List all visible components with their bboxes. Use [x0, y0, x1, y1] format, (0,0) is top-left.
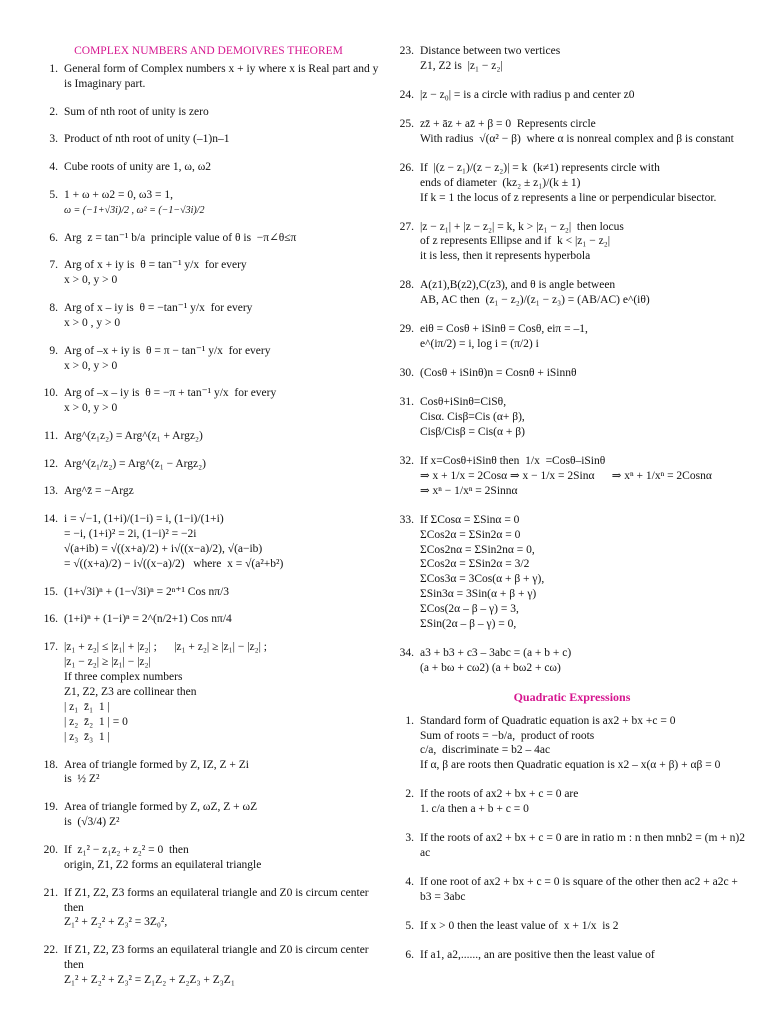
item-number: 30. — [399, 367, 414, 380]
item-number: 6. — [49, 231, 58, 244]
item-body — [64, 484, 381, 499]
item-line: (1+√3i)ⁿ + (1−√3i)ⁿ = 2ⁿ⁺¹ Cos nπ/3 — [64, 585, 230, 598]
list-item — [392, 787, 752, 817]
item-line: Standard form of Quadratic equation is ax2 + bx +c = 0 — [420, 714, 676, 727]
item-line: = √((x+a)/2) − i√((x−a)/2) where x = √(a²+b²) — [64, 557, 284, 570]
item-line: Arg^(z₁/z₂) = Arg^(z₁ − Argz₂) — [64, 457, 206, 470]
item-body — [420, 513, 752, 633]
item-body — [420, 366, 752, 381]
item-number: 28. — [399, 279, 414, 292]
item-line: x > 0, y > 0 — [64, 402, 118, 415]
item-line: 1. c/a then a + b + c = 0 — [420, 803, 529, 816]
item-number: 34. — [399, 647, 414, 660]
list-item — [36, 188, 381, 218]
item-body — [64, 105, 381, 120]
item-line: Arg of –x + iy is θ = π − tan⁻¹ y/x for every — [64, 344, 271, 357]
item-number: 16. — [43, 613, 58, 626]
item-body — [420, 44, 752, 74]
item-line: If z₁² − z₁z₂ + z₂² = 0 then — [64, 843, 189, 856]
item-line: | z₃ z̄₃ 1 | — [64, 730, 110, 743]
item-body — [64, 301, 381, 331]
item-line: (Cosθ + iSinθ)n = Cosnθ + iSinnθ — [420, 367, 577, 380]
item-body — [64, 344, 381, 374]
item-number: 8. — [49, 301, 58, 314]
item-body — [64, 843, 381, 873]
item-body — [64, 640, 381, 745]
item-number: 29. — [399, 323, 414, 336]
list-item — [392, 220, 752, 265]
section-title: Quadratic Expressions — [513, 690, 631, 704]
item-line: If one root of ax2 + bx + c = 0 is square of the other then ac2 + a2c + b3 = 3abc — [420, 876, 741, 904]
list-item — [36, 758, 381, 788]
item-line: (a + bω + cω2) (a + bω2 + cω) — [420, 662, 561, 675]
list-item — [392, 88, 752, 103]
document-heading: COMPLEX NUMBERS AND DEMOIVRES THEOREM — [74, 45, 343, 57]
list-item — [36, 258, 381, 288]
item-line: If Z1, Z2, Z3 forms an equilateral triangle and Z0 is circum center then — [64, 886, 372, 914]
left-column — [36, 44, 381, 1001]
item-number: 7. — [49, 259, 58, 272]
item-line: Sum of roots = −b/a, product of roots — [420, 729, 595, 742]
item-line: |z₁ + z₂| ≤ |z₁| + |z₂| ; |z₁ + z₂| ≥ |z₁| − |z₂| ; — [64, 641, 267, 654]
item-number: 15. — [43, 585, 58, 598]
item-line: |z₁ − z₂| ≥ |z₁| − |z₂| — [64, 656, 151, 669]
list-item — [36, 484, 381, 499]
item-body — [64, 943, 381, 988]
list-item — [36, 612, 381, 627]
item-line: ⇒ x + 1/x = 2Cosα ⇒ x − 1/x = 2Sinα ⇒ xⁿ + 1/xⁿ = 2Cosnα — [420, 469, 712, 482]
list-item — [392, 513, 752, 633]
item-line: If the roots of ax2 + bx + c = 0 are — [420, 788, 579, 801]
item-line: e^(iπ/2) = i, log i = (π/2) i — [420, 338, 539, 351]
item-line: Cosθ+iSinθ=CiSθ, — [420, 396, 507, 408]
item-body — [420, 919, 752, 934]
item-number: 17. — [43, 641, 58, 654]
item-number: 12. — [43, 457, 58, 470]
item-body — [64, 188, 381, 218]
list-item — [36, 62, 381, 92]
item-line: A(z1),B(z2),C(z3), and θ is angle between — [420, 279, 616, 292]
item-line: ΣCos(2α – β – γ) = 3, — [420, 603, 519, 616]
list-item — [392, 875, 752, 905]
list-item — [36, 231, 381, 246]
item-line: is (√3/4) Z² — [64, 816, 120, 829]
item-number: 5. — [49, 188, 58, 201]
item-number: 25. — [399, 117, 414, 130]
item-line: |z − z₀| = is a circle with radius p and center z0 — [420, 88, 635, 101]
item-body — [64, 62, 381, 92]
list-item — [392, 161, 752, 206]
item-line: Product of nth root of unity (–1)n–1 — [64, 133, 230, 146]
item-body — [64, 457, 381, 472]
item-number: 24. — [399, 88, 414, 101]
item-line: If a1, a2,......, an are positive then the least value of — [420, 948, 655, 961]
item-body — [64, 132, 381, 147]
item-body — [420, 117, 752, 147]
item-line: ⇒ xⁿ − 1/xⁿ = 2Sinnα — [420, 484, 518, 497]
item-line: If the roots of ax2 + bx + c = 0 are in ratio m : n then mnb2 = (m + n)2 ac — [420, 832, 748, 860]
item-line: Area of triangle formed by Z, ωZ, Z + ωZ — [64, 801, 258, 814]
item-body — [420, 454, 752, 499]
item-line: |z − z₁| + |z − z₂| = k, k > |z₁ − z₂| then locus — [420, 220, 624, 233]
item-line: Z1, Z2 is |z₁ − z₂| — [420, 59, 503, 72]
item-body — [64, 386, 381, 416]
item-number: 11. — [44, 429, 58, 442]
item-number: 33. — [399, 513, 414, 526]
item-line: Z₁² + Z₂² + Z₃² = Z₁Z₂ + Z₂Z₃ + Z₃Z₁ — [64, 974, 235, 987]
item-line: AB, AC then (z₁ − z₂)/(z₁ − z₃) = (AB/AC) e^(iθ) — [420, 294, 650, 307]
item-line: Arg of –x – iy is θ = −π + tan⁻¹ y/x for every — [64, 387, 277, 400]
item-line: | z₁ z̄₁ 1 | — [64, 700, 110, 713]
item-body — [420, 322, 752, 352]
item-number: 21. — [43, 886, 58, 899]
list-item — [392, 278, 752, 308]
list-item — [36, 640, 381, 745]
item-line: of z represents Ellipse and if k < |z₁ − z₂| — [420, 235, 611, 248]
item-number: 13. — [43, 485, 58, 498]
item-line: Arg^z̄ = −Argz — [64, 485, 134, 498]
item-body — [420, 831, 752, 861]
item-line: ΣSin3α = 3Sin(α + β + γ) — [420, 588, 537, 601]
list-item — [36, 585, 381, 600]
item-line: origin, Z1, Z2 forms an equilateral triangle — [64, 858, 262, 871]
quadratic-item-list — [392, 714, 752, 963]
list-item — [392, 454, 752, 499]
item-line: 1 + ω + ω2 = 0, ω3 = 1, — [64, 188, 174, 201]
list-item — [392, 117, 752, 147]
item-number: 10. — [43, 387, 58, 400]
right-column — [392, 44, 752, 977]
item-line: Distance between two vertices — [420, 45, 561, 57]
item-line: c/a, discriminate = b2 – 4ac — [420, 744, 551, 757]
item-number: 5. — [405, 919, 414, 932]
item-body — [420, 395, 752, 440]
item-line: it is less, then it represents hyperbola — [420, 250, 591, 263]
item-number: 2. — [49, 105, 58, 118]
list-item — [36, 457, 381, 472]
item-line: Arg^(z₁z₂) = Arg^(z₁ + Argz₂) — [64, 429, 203, 442]
item-line: ΣCos2α = ΣSin2α = 0 — [420, 528, 521, 541]
item-line: Cisα. Cisβ=Cis (α+ β), — [420, 410, 525, 423]
item-line: Cisβ/Cisβ = Cis(α + β) — [420, 425, 525, 438]
item-body — [420, 88, 752, 103]
item-line: x > 0, y > 0 — [64, 359, 118, 372]
item-line: General form of Complex numbers x + iy where x is Real part and y is Imaginary part. — [64, 62, 382, 90]
item-line: = −i, (1+i)² = 2i, (1−i)² = −2i — [64, 528, 197, 541]
item-line: Z1, Z2, Z3 are collinear then — [64, 686, 197, 698]
list-item — [36, 386, 381, 416]
list-item — [392, 366, 752, 381]
item-line: If k = 1 the locus of z represents a line or perpendicular bisector. — [420, 191, 717, 204]
item-line: If α, β are roots then Quadratic equation is x2 – x(α + β) + αβ = 0 — [420, 759, 721, 772]
list-item — [36, 800, 381, 830]
item-body — [420, 948, 752, 963]
item-number: 9. — [49, 344, 58, 357]
item-number: 19. — [43, 801, 58, 814]
item-body — [420, 787, 752, 817]
list-item — [392, 948, 752, 963]
item-number: 32. — [399, 454, 414, 467]
list-item — [392, 395, 752, 440]
item-number: 14. — [43, 513, 58, 526]
item-line: is ½ Z² — [64, 773, 100, 786]
item-line: Arg z = tan⁻¹ b/a principle value of θ is −π∠θ≤π — [64, 231, 297, 244]
item-body — [64, 429, 381, 444]
item-body — [420, 161, 752, 206]
item-line: ends of diameter (kz₂ ± z₁)/(k ± 1) — [420, 176, 581, 189]
item-body — [420, 714, 752, 774]
item-body — [64, 758, 381, 788]
item-line: x > 0, y > 0 — [64, 274, 118, 287]
item-number: 3. — [405, 832, 414, 845]
item-number: 3. — [49, 133, 58, 146]
item-line: i = √−1, (1+i)/(1−i) = i, (1−i)/(1+i) — [64, 513, 224, 526]
item-number: 4. — [49, 161, 58, 174]
item-line: eiθ = Cosθ + iSinθ = Cosθ, eiπ = –1, — [420, 323, 588, 336]
item-number: 31. — [399, 396, 414, 408]
item-line: Sum of nth root of unity is zero — [64, 105, 209, 118]
list-item — [392, 831, 752, 861]
item-body — [420, 646, 752, 676]
item-number: 23. — [399, 45, 414, 57]
list-item — [36, 344, 381, 374]
list-item — [36, 132, 381, 147]
item-line: Arg of x – iy is θ = −tan⁻¹ y/x for every — [64, 301, 253, 314]
item-line: ΣCos3α = 3Cos(α + β + γ), — [420, 573, 545, 586]
list-item — [392, 919, 752, 934]
item-line: ΣSin(2α – β – γ) = 0, — [420, 618, 517, 631]
item-line: With radius √(α² − β) where α is nonreal complex and β is constant — [420, 132, 734, 145]
item-body — [64, 231, 381, 246]
list-item — [36, 429, 381, 444]
item-body — [64, 612, 381, 627]
item-formula: ω = (−1+√3i)/2 , ω² = (−1−√3i)/2 — [64, 204, 205, 216]
item-number: 18. — [43, 758, 58, 771]
item-body — [64, 512, 381, 572]
item-body — [64, 160, 381, 175]
item-body — [420, 875, 752, 905]
item-line: Arg of x + iy is θ = tan⁻¹ y/x for every — [64, 259, 247, 272]
item-line: zz̄ + āz + az̄ + β = 0 Represents circle — [420, 117, 596, 130]
item-number: 1. — [405, 714, 414, 727]
item-number: 1. — [49, 62, 58, 75]
item-line: If |(z − z₁)/(z − z₂)| = k (k≠1) represents circle with — [420, 161, 660, 174]
item-body — [64, 258, 381, 288]
item-line: a3 + b3 + c3 – 3abc = (a + b + c) — [420, 647, 572, 660]
list-item — [392, 322, 752, 352]
item-number: 27. — [399, 220, 414, 233]
item-number: 22. — [43, 944, 58, 957]
item-line: x > 0 , y > 0 — [64, 316, 121, 329]
item-line: √(a+ib) = √((x+a)/2) + i√((x−a)/2), √(a−ib) — [64, 543, 263, 556]
item-line: If x=Cosθ+iSinθ then 1/x =Cosθ–iSinθ — [420, 454, 606, 467]
list-item — [36, 160, 381, 175]
item-line: | z₂ z̄₂ 1 | = 0 — [64, 715, 128, 728]
item-body — [64, 800, 381, 830]
list-item — [36, 843, 381, 873]
list-item — [36, 886, 381, 931]
item-body — [420, 278, 752, 308]
list-item — [36, 105, 381, 120]
right-item-list — [392, 44, 752, 676]
item-line: Z₁² + Z₂² + Z₃² = 3Z₀², — [64, 916, 168, 929]
list-item — [36, 512, 381, 572]
item-number: 20. — [43, 843, 58, 856]
item-line: ΣCos2α = ΣSin2α = 3/2 — [420, 558, 530, 571]
item-body — [420, 220, 752, 265]
item-line: (1+i)ⁿ + (1−i)ⁿ = 2^(n/2+1) Cos nπ/4 — [64, 613, 232, 626]
item-number: 6. — [405, 948, 414, 961]
list-item — [392, 44, 752, 74]
list-item — [36, 301, 381, 331]
item-line: If x > 0 then the least value of x + 1/x is 2 — [420, 919, 619, 932]
item-line: ΣCos2nα = ΣSin2nα = 0, — [420, 543, 535, 556]
item-line: If three complex numbers — [64, 671, 183, 684]
item-line: Cube roots of unity are 1, ω, ω2 — [64, 161, 212, 174]
list-item — [392, 646, 752, 676]
item-line: If Z1, Z2, Z3 forms an equilateral triangle and Z0 is circum center then — [64, 944, 372, 972]
list-item — [392, 714, 752, 774]
item-line: If ΣCosα = ΣSinα = 0 — [420, 513, 520, 526]
item-number: 2. — [405, 788, 414, 801]
item-number: 4. — [405, 876, 414, 889]
item-body — [64, 886, 381, 931]
item-number: 26. — [399, 161, 414, 174]
item-body — [64, 585, 381, 600]
list-item — [36, 943, 381, 988]
left-item-list — [36, 62, 381, 988]
item-line: Area of triangle formed by Z, IZ, Z + Zi — [64, 758, 249, 771]
